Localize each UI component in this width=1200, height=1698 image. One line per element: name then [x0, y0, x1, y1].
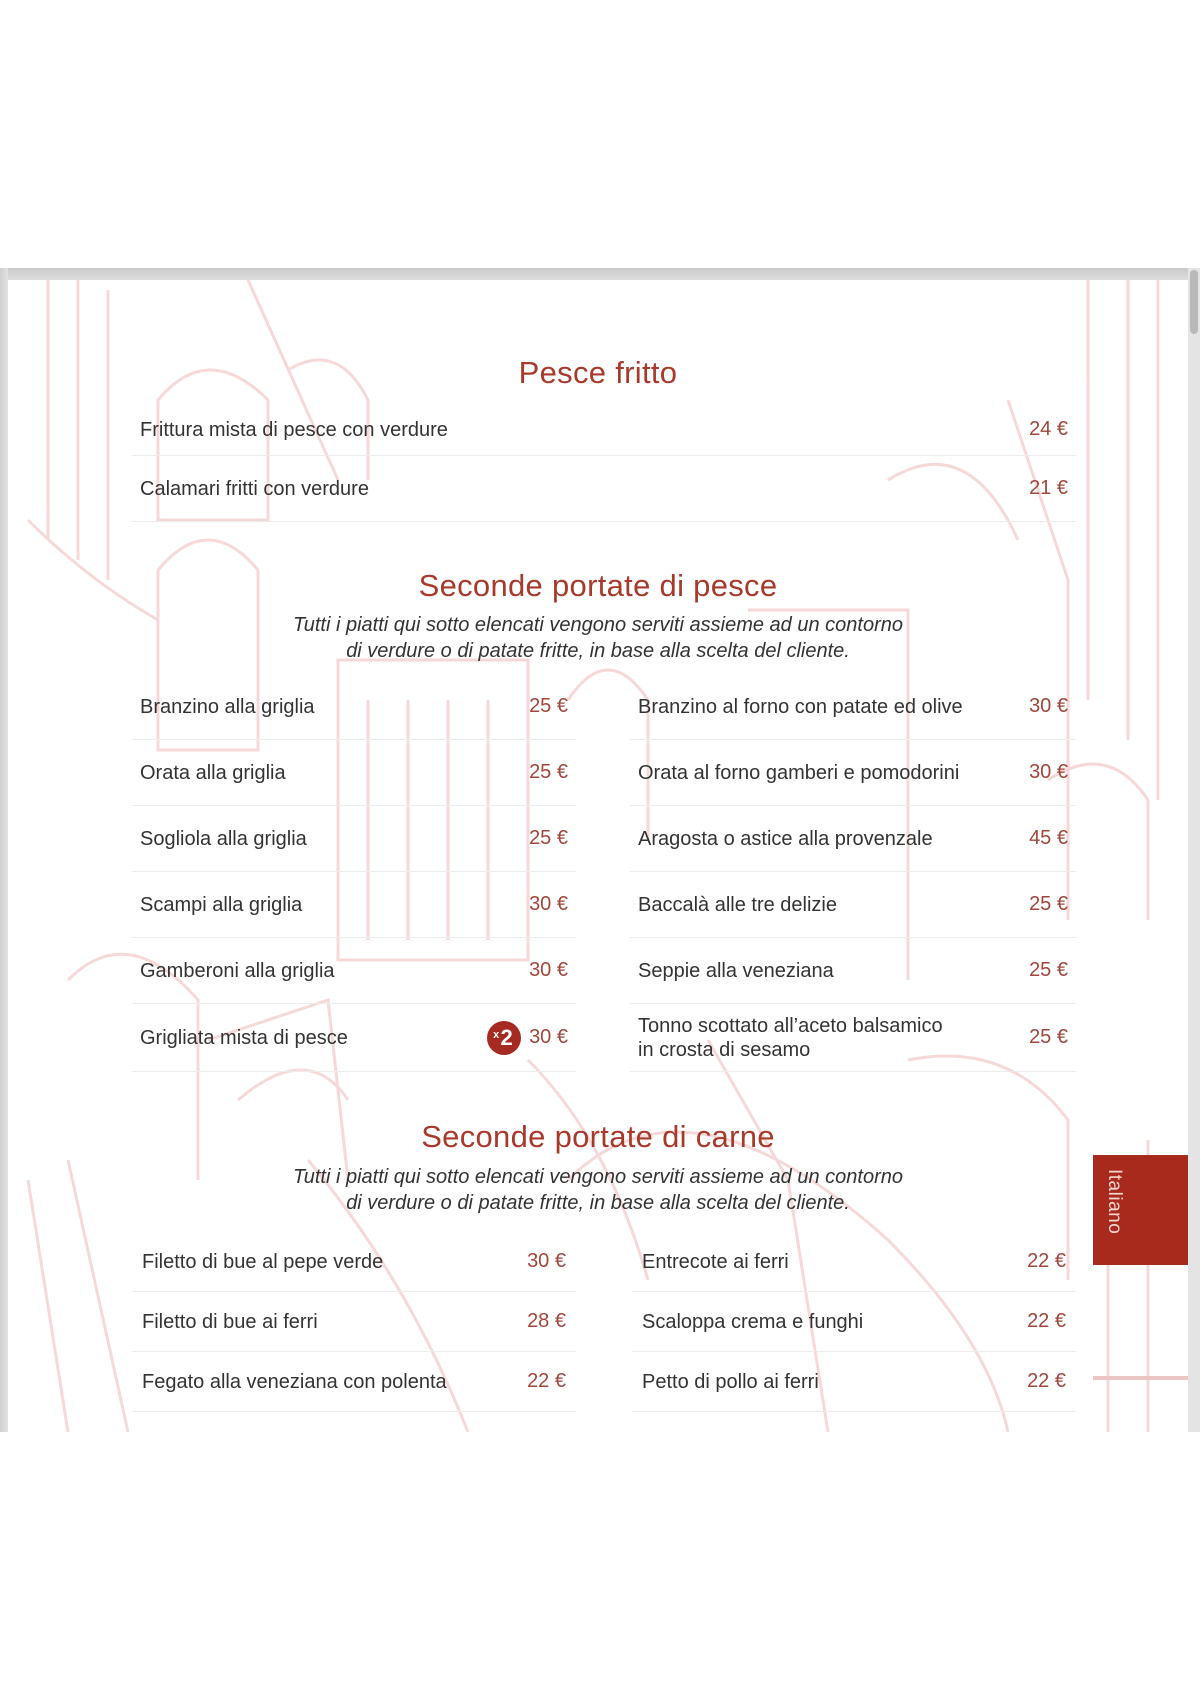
menu-page: [8, 280, 1188, 1432]
item-name: Petto di pollo ai ferri: [642, 1370, 819, 1393]
item-name: Aragosta o astice alla provenzale: [638, 827, 933, 850]
badge-prefix: x: [493, 1028, 500, 1041]
section-note-line: Tutti i piatti qui sotto elencati vengono serviti assieme ad un contorno: [293, 1166, 903, 1188]
item-name-line: Tonno scottato all’aceto balsamico: [638, 1014, 943, 1037]
item-name: Scampi alla griglia: [140, 893, 303, 916]
item-name: Frittura mista di pesce con verdure: [140, 418, 448, 441]
item-price: 30 €: [527, 1250, 566, 1272]
item-price: 22 €: [1027, 1310, 1066, 1332]
badge-value: 2: [500, 1024, 513, 1050]
menu-item-row: [132, 938, 576, 1004]
section-title-seconde-pesce: Seconde portate di pesce: [418, 568, 778, 603]
menu-item-row: [132, 1004, 576, 1072]
item-name: Grigliata mista di pesce: [140, 1026, 348, 1049]
item-price: 25 €: [1029, 1026, 1068, 1048]
item-price: 25 €: [1029, 893, 1068, 915]
item-name: Scaloppa crema e funghi: [642, 1310, 864, 1333]
menu-item-row: [132, 740, 576, 806]
item-name-line: in crosta di sesamo: [638, 1038, 811, 1061]
item-name: Filetto di bue ai ferri: [142, 1310, 318, 1333]
item-price: 25 €: [529, 827, 568, 849]
item-price: 24 €: [1029, 418, 1068, 440]
window-frame-top: [0, 268, 1200, 280]
item-name: Entrecote ai ferri: [642, 1250, 789, 1273]
item-price: 22 €: [1027, 1250, 1066, 1272]
menu-item-row: [630, 674, 1076, 740]
item-price: 21 €: [1029, 477, 1068, 499]
item-name: Fegato alla veneziana con polenta: [142, 1370, 447, 1393]
section-title-seconde-carne: Seconde portate di carne: [421, 1119, 775, 1154]
item-price: 25 €: [529, 761, 568, 783]
serves-two-badge-icon: [487, 1021, 521, 1055]
menu-item-row: [132, 1352, 576, 1412]
menu-item-row: [630, 806, 1076, 872]
item-price: 30 €: [529, 1026, 568, 1048]
item-name: Orata alla griglia: [140, 761, 286, 784]
menu-item-row: [632, 1352, 1076, 1412]
item-name: Seppie alla veneziana: [638, 959, 834, 982]
item-name: Gamberoni alla griglia: [140, 959, 335, 982]
menu-item-row: [132, 806, 576, 872]
decorative-divider: [1093, 1376, 1190, 1380]
item-price: 25 €: [529, 695, 568, 717]
section-note-line: di verdure o di patate fritte, in base alla scelta del cliente.: [346, 640, 850, 662]
menu-item-row: [132, 1292, 576, 1352]
menu-item-row: [630, 872, 1076, 938]
item-price: 30 €: [1029, 695, 1068, 717]
item-name: Sogliola alla griglia: [140, 827, 307, 850]
section-title-pesce-fritto: Pesce fritto: [518, 355, 678, 390]
item-price: 30 €: [1029, 761, 1068, 783]
scrollbar[interactable]: [1188, 268, 1200, 1432]
language-tab-italiano[interactable]: [1093, 1155, 1190, 1265]
menu-item-row: [632, 1292, 1076, 1352]
menu-item-row: [132, 1232, 576, 1292]
item-name: Branzino alla griglia: [140, 695, 315, 718]
menu-item-row: [630, 938, 1076, 1004]
item-price: 22 €: [1027, 1370, 1066, 1392]
item-price: 45 €: [1029, 827, 1068, 849]
scrollbar-thumb[interactable]: [1190, 270, 1198, 334]
item-price: 30 €: [529, 893, 568, 915]
item-name: Orata al forno gamberi e pomodorini: [638, 761, 960, 784]
item-price: 28 €: [527, 1310, 566, 1332]
item-price: 30 €: [529, 959, 568, 981]
window-frame-left: [0, 268, 8, 1432]
menu-item-row: [132, 872, 576, 938]
section-note-line: di verdure o di patate fritte, in base alla scelta del cliente.: [346, 1192, 850, 1214]
item-name: Calamari fritti con verdure: [140, 477, 369, 500]
item-name: Baccalà alle tre delizie: [638, 893, 837, 916]
section-note-line: Tutti i piatti qui sotto elencati vengono serviti assieme ad un contorno: [293, 614, 903, 636]
menu-item-row: [630, 1004, 1076, 1072]
item-price: 22 €: [527, 1370, 566, 1392]
menu-item-row: [132, 404, 1076, 456]
item-name: [638, 1014, 943, 1062]
item-name: Branzino al forno con patate ed olive: [638, 695, 963, 718]
menu-item-row: [632, 1232, 1076, 1292]
item-price-group: [487, 1021, 568, 1055]
language-tab-label: Italiano: [1104, 1169, 1125, 1235]
item-price: 25 €: [1029, 959, 1068, 981]
menu-item-row: [630, 740, 1076, 806]
item-name: Filetto di bue al pepe verde: [142, 1250, 384, 1273]
menu-item-row: [132, 456, 1076, 522]
menu-item-row: [132, 674, 576, 740]
